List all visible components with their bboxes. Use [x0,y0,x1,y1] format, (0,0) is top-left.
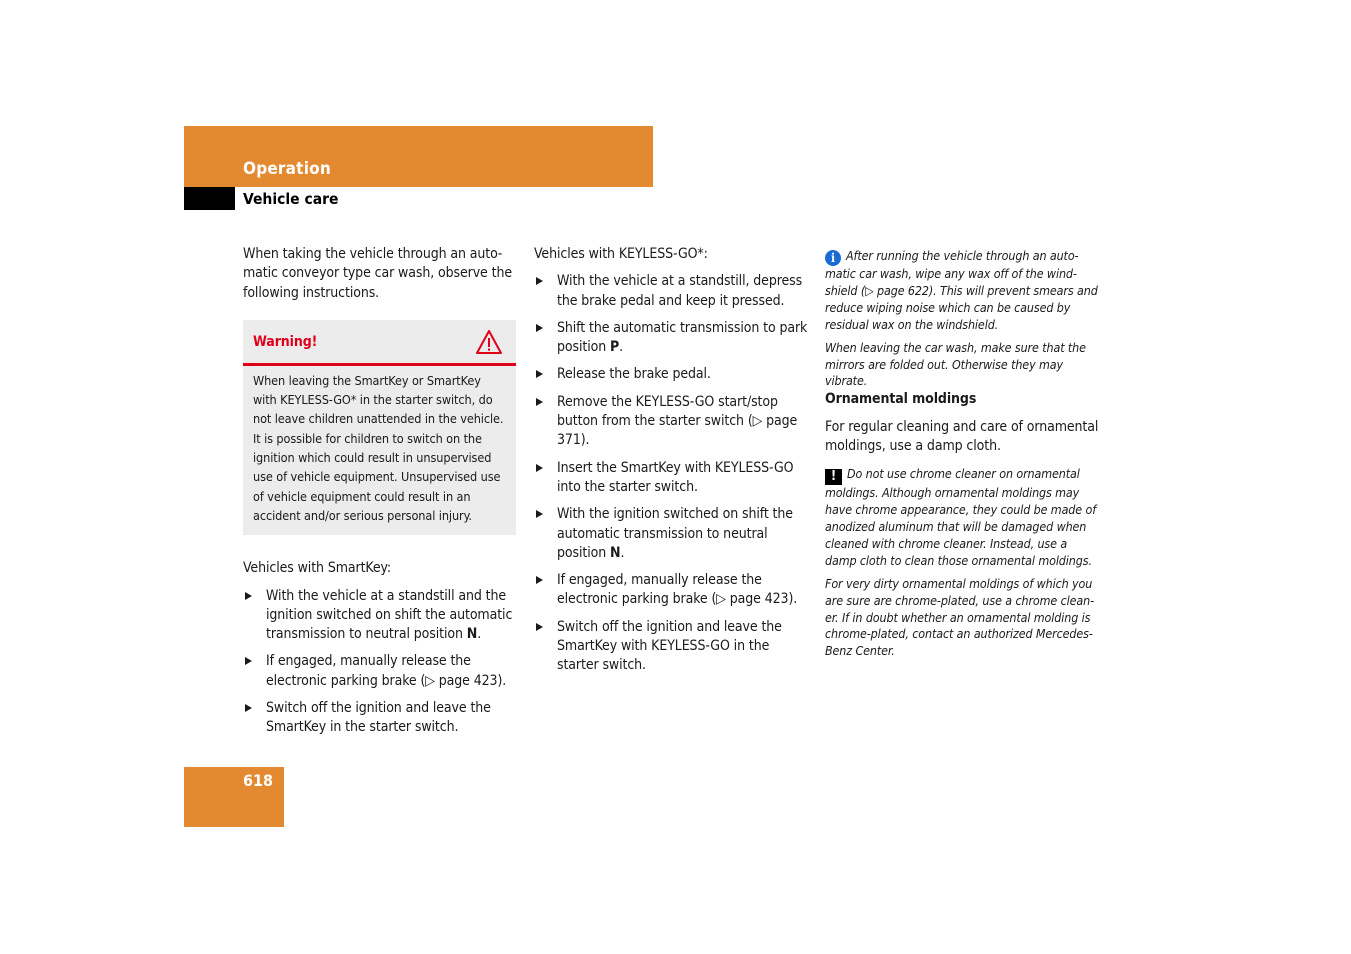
bullet-arrow-icon [536,398,543,406]
list-item [534,505,809,563]
list-item [534,618,809,676]
bullet-arrow-icon [245,704,252,712]
page-number: 618 [243,771,274,790]
column-right [825,248,1101,660]
info-note-followup: When leaving the car wash, make sure that the mirrors are folded out. Otherwise they may vibrate. [825,339,1086,389]
step-after: . [619,339,624,356]
step-text: With the vehicle at a standstill and the ignition switched on shift the automatic transmission to neutral position [266,587,513,643]
smartkey-steps [243,587,518,738]
list-item [534,459,809,498]
list-item [243,652,518,691]
bullet-arrow-icon [536,510,543,518]
bullet-arrow-icon [536,576,543,584]
bullet-arrow-icon [536,324,543,332]
section-title: Operation [243,159,331,179]
warning-title: Warning! [253,333,318,350]
info-icon: i [825,250,841,266]
caution-note-followup: For very dirty ornamental moldings of which you are sure are chrome-plated, use a chrome cleaner. If in doubt whether an ornamental molding is chrome-plated, contact an authorized Mercedes-Benz Center. [825,575,1095,659]
keyless-go-steps [534,272,809,675]
warning-box [243,320,516,535]
ornamental-moldings-heading: Ornamental moldings [825,391,977,408]
list-item [534,393,809,451]
info-note-text: After running the vehicle through an automatic car wash, wipe any wax off of the windshield (▷ page 622). This will prevent smears and reduce wiping noise which can be caused by residual wax on the windshield. [825,248,1098,332]
step-after: . [477,626,482,643]
step-bold: P [610,339,620,356]
step-text: Shift the automatic transmission to park position [557,319,808,356]
step-bold: N [466,626,478,643]
header-marker [184,187,235,210]
list-item [534,272,809,311]
list-item [534,319,809,358]
ornamental-moldings-text: For regular cleaning and care of ornamental moldings, use a damp cloth. [825,418,1099,454]
column-left [243,245,518,738]
step-text: If engaged, manually release the electronic parking brake (▷ page 423). [266,653,507,689]
bullet-arrow-icon [536,623,543,631]
info-note [825,248,1101,334]
warning-triangle-icon [475,329,503,355]
exclamation-icon: ! [825,469,842,485]
step-text: With the ignition switched on shift the automatic transmission to neutral position [557,506,793,561]
step-text: With the vehicle at a standstill, depress the brake pedal and keep it pressed. [557,273,803,309]
step-text: Switch off the ignition and leave the SmartKey in the starter switch. [266,700,491,736]
step-text: Insert the SmartKey with KEYLESS-GO into the starter switch. [557,459,794,495]
bullet-arrow-icon [536,370,543,378]
bullet-arrow-icon [536,277,543,285]
caution-note [825,466,1101,570]
bullet-arrow-icon [245,592,252,600]
list-item [534,365,809,384]
step-bold: N [610,544,621,561]
intro-paragraph: When taking the vehicle through an automatic conveyor type car wash, observe the following instructions. [243,246,512,301]
step-text: Switch off the ignition and leave the SmartKey with KEYLESS-GO in the starter switch. [557,618,782,674]
caution-note-text: Do not use chrome cleaner on ornamental moldings. Although ornamental moldings may have chrome appearance, they could be made of anodized aluminum that will be damaged when cleaned with chrome cleaner. Instead, use a damp cloth to clean those ornamental moldings. [825,466,1097,568]
list-item [243,587,518,645]
warning-header [243,320,516,366]
list-item [534,571,809,610]
keyless-go-heading: Vehicles with KEYLESS-GO*: [534,246,708,262]
bullet-arrow-icon [245,657,252,665]
page-title: Vehicle care [243,190,339,208]
step-text: Remove the KEYLESS-GO start/stop button from the starter switch (▷ page 371). [557,393,798,449]
column-middle [534,245,809,676]
step-text: If engaged, manually release the electronic parking brake (▷ page 423). [557,572,798,608]
step-after: . [620,544,625,561]
list-item [243,699,518,738]
warning-text: When leaving the SmartKey or SmartKey with KEYLESS-GO* in the starter switch, do not leave children unattended in the vehicle. It is possible for children to switch on the ignition which could result in unsupervised use of vehicle equipment. Unsupervised use of vehicle equipment could result in an accident and/or serious personal injury. [253,372,504,523]
smartkey-heading: Vehicles with SmartKey: [243,560,392,577]
bullet-arrow-icon [536,464,543,472]
step-text: Release the brake pedal. [557,366,711,383]
